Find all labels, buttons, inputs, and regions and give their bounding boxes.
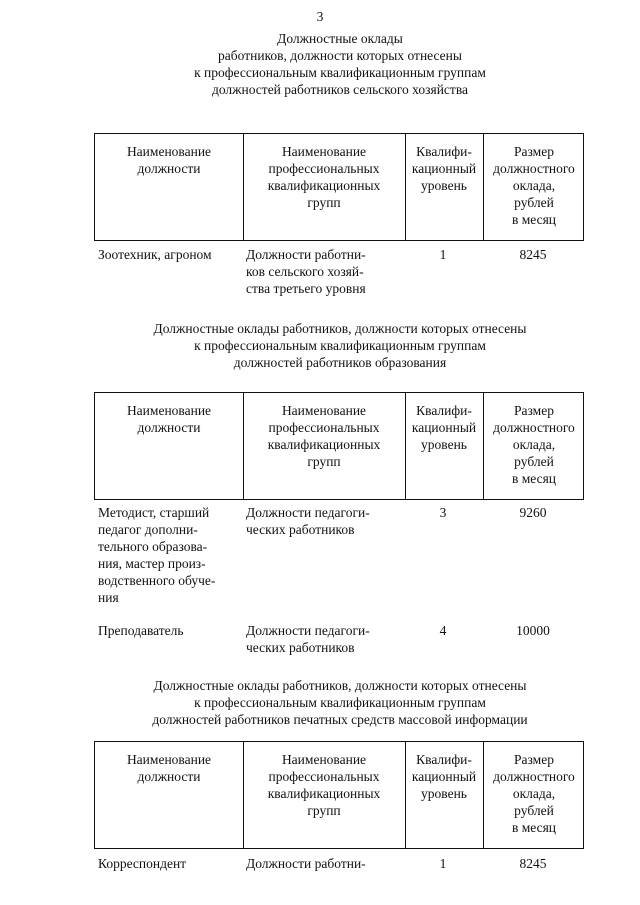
row-level: 4 xyxy=(439,623,447,638)
row-group-name: Должности педагоги- ческих работников xyxy=(246,505,370,537)
header-cell-name: Наименование должности xyxy=(126,752,212,784)
header-cell-name: Наименование должности xyxy=(126,144,212,176)
row-position-name: Преподаватель xyxy=(98,623,184,638)
header-cell-level: Квалифи- кационный уровень xyxy=(411,752,477,801)
row-salary: 8245 xyxy=(519,856,547,871)
header-cell-group: Наименование профессиональных квалификационных групп xyxy=(267,403,381,469)
row-salary: 9260 xyxy=(519,505,547,520)
row-salary: 8245 xyxy=(519,247,547,262)
section-title-line: работников, должности которых отнесены xyxy=(218,48,462,63)
section-title-education xyxy=(60,320,620,371)
row-level: 1 xyxy=(439,247,447,262)
row-group-name: Должности педагоги- ческих работников xyxy=(246,623,370,655)
section-title-line: Должностные оклады работников, должности которых отнесены xyxy=(153,678,527,693)
section-title-line: должностей работников печатных средств массовой информации xyxy=(152,712,528,727)
row-position-name: Методист, старший педагог дополни- тельного образова- ния, мастер произ- водственного обуче- ния xyxy=(98,505,216,605)
header-cell-group: Наименование профессиональных квалификационных групп xyxy=(267,144,381,210)
section-title-line: к профессиональным квалификационным группам xyxy=(194,65,486,80)
header-cell-level: Квалифи- кационный уровень xyxy=(411,144,477,193)
section-title-line: должностей работников сельского хозяйства xyxy=(211,82,469,97)
section-title-line: к профессиональным квалификационным группам xyxy=(194,338,486,353)
header-cell-name: Наименование должности xyxy=(126,403,212,435)
section-title-line: Должностные оклады работников, должности которых отнесены xyxy=(153,321,527,336)
header-cell-salary: Размер должностного оклада, рублей в месяц xyxy=(493,403,575,486)
row-group-name: Должности работни- xyxy=(246,856,366,871)
row-salary: 10000 xyxy=(516,623,550,638)
page-number: 3 xyxy=(316,9,324,24)
table-header-education xyxy=(94,392,584,500)
header-cell-level: Квалифи- кационный уровень xyxy=(411,403,477,452)
row-level: 1 xyxy=(439,856,447,871)
header-cell-salary: Размер должностного оклада, рублей в месяц xyxy=(493,144,575,227)
table-header-agriculture xyxy=(94,133,584,241)
row-position-name: Зоотехник, агроном xyxy=(98,247,212,262)
section-title-line: к профессиональным квалификационным группам xyxy=(194,695,486,710)
header-cell-salary: Размер должностного оклада, рублей в месяц xyxy=(493,752,575,835)
section-title-agriculture xyxy=(60,30,620,98)
section-title-media xyxy=(60,677,620,728)
row-level: 3 xyxy=(439,505,447,520)
header-cell-group: Наименование профессиональных квалификационных групп xyxy=(267,752,381,818)
table-header-media xyxy=(94,741,584,849)
section-title-line: Должностные оклады xyxy=(277,31,403,46)
section-title-line: должностей работников образования xyxy=(233,355,447,370)
row-group-name: Должности работни- ков сельского хозяй- ства третьего уровня xyxy=(246,247,366,296)
row-position-name: Корреспондент xyxy=(98,856,187,871)
